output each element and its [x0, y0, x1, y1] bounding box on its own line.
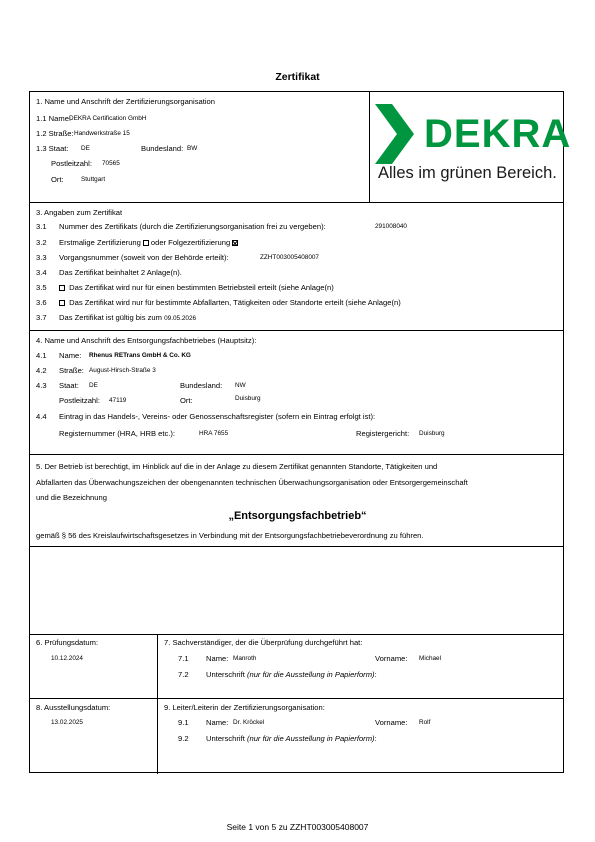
colon: :	[374, 670, 377, 679]
dekra-logo	[375, 104, 572, 166]
issue-date: 13.02.2025	[51, 719, 83, 726]
item-number: 3.2	[36, 238, 47, 247]
item-number: 7.1	[178, 654, 189, 663]
org-city: Stuttgart	[81, 176, 106, 183]
signature-note: (nur für die Ausstellung in Papierform)	[246, 734, 375, 743]
director-surname: Dr. Kröckel	[233, 719, 265, 726]
company-street: August-Hirsch-Straße 3	[89, 367, 156, 374]
section-4-heading: 4. Name und Anschrift des Entsorgungsfachbetriebes (Hauptsitz):	[36, 336, 257, 345]
signature-label	[206, 670, 377, 679]
section-3-heading: 3. Angaben zum Zertifikat	[36, 208, 123, 217]
section-5-text: 5. Der Betrieb ist berechtigt, im Hinblick auf die in der Anlage zu diesem Zertifikat genannten Standorte, Tätigkeiten und	[36, 462, 438, 471]
inspection-date: 10.12.2024	[51, 655, 83, 662]
label: Name:	[59, 351, 82, 360]
item-number: 4.1	[36, 351, 47, 360]
divider	[30, 454, 563, 455]
item-number: 3.3	[36, 253, 47, 262]
item-number: 7.2	[178, 670, 189, 679]
label: Name:	[206, 654, 229, 663]
item-number: 9.1	[178, 718, 189, 727]
org-country: DE	[81, 145, 90, 152]
signature-note: (nur für die Ausstellung in Papierform)	[246, 670, 375, 679]
certificate-number: 291008040	[375, 223, 407, 230]
signature-label	[206, 734, 377, 743]
follow-up-certification-label: oder Folgezertifizierung	[150, 238, 231, 247]
label: Ort:	[51, 175, 64, 184]
process-number: ZZHT003005408007	[260, 254, 319, 261]
item-number: 9.2	[178, 734, 189, 743]
label: Name:	[206, 718, 229, 727]
org-postcode: 70565	[102, 160, 120, 167]
divider	[30, 202, 563, 203]
colon: :	[374, 734, 377, 743]
register-court: Duisburg	[419, 430, 445, 437]
first-certification-label: Erstmalige Zertifizierung	[59, 238, 141, 247]
divider	[157, 634, 158, 774]
item-number: 3.4	[36, 268, 47, 277]
divider	[30, 330, 563, 331]
divider	[30, 634, 563, 635]
company-city: Duisburg	[235, 395, 261, 402]
section-9-heading: 9. Leiter/Leiterin der Zertifizierungsorganisation:	[164, 703, 325, 712]
item-number: 3.5	[36, 283, 47, 292]
label: Vorname:	[375, 718, 408, 727]
business-part-checkbox	[59, 285, 65, 291]
label: 1.3 Staat:	[36, 144, 69, 153]
label: Bundesland:	[180, 381, 223, 390]
label: Postleitzahl:	[59, 396, 100, 405]
director-firstname: Rolf	[419, 719, 431, 726]
company-name: Rhenus RETrans GmbH & Co. KG	[89, 352, 191, 359]
follow-up-certification-checkbox	[232, 240, 238, 246]
section-7-heading: 7. Sachverständiger, der die Überprüfung durchgeführt hat:	[164, 638, 363, 647]
certificate-frame	[29, 91, 572, 773]
label: Ort:	[180, 396, 193, 405]
document-title: Zertifikat	[275, 71, 320, 83]
label: Straße:	[59, 366, 84, 375]
label: Registernummer (HRA, HRB etc.):	[59, 429, 176, 438]
label: Registergericht:	[356, 429, 410, 438]
section-6-heading: 6. Prüfungsdatum:	[36, 638, 99, 647]
section-8-heading: 8. Ausstellungsdatum:	[36, 703, 111, 712]
label: Bundesland:	[141, 144, 184, 153]
validity-label: Das Zertifikat ist gültig bis zum	[59, 313, 162, 322]
org-street: Handwerkstraße 15	[74, 130, 130, 137]
org-name: DEKRA Certification GmbH	[69, 115, 147, 122]
org-state: BW	[187, 145, 198, 152]
signature-word: Unterschrift	[206, 734, 245, 743]
dekra-wordmark: DEKRA	[424, 112, 572, 156]
company-postcode: 47119	[109, 397, 127, 404]
company-state: NW	[235, 382, 246, 389]
section-5-text: gemäß § 56 des Kreislaufwirtschaftsgesetzes in Verbindung mit der Entsorgungsfachbetriebeverordnung zu führen.	[36, 531, 424, 540]
item-text	[59, 283, 334, 292]
item-number: 4.2	[36, 366, 47, 375]
section-5-text: Abfallarten das Überwachungszeichen der obengenannten technischen Überwachungsorganisation oder Entsorgergemeinschaft	[36, 478, 468, 487]
label: Vorname:	[375, 654, 408, 663]
divider	[30, 698, 563, 699]
label: 1.1 Name:	[36, 114, 72, 123]
signature-word: Unterschrift	[206, 670, 245, 679]
expert-firstname: Michael	[419, 655, 442, 662]
item-text: Nummer des Zertifikats (durch die Zertifizierungsorganisation frei zu vergeben):	[59, 222, 326, 231]
item-number: 4.3	[36, 381, 47, 390]
page-footer: Seite 1 von 5 zu ZZHT003005408007	[226, 822, 369, 832]
item-text	[59, 313, 196, 322]
item-text: Vorgangsnummer (soweit von der Behörde erteilt):	[59, 253, 229, 262]
label: Staat:	[59, 381, 79, 390]
item-number: 3.7	[36, 313, 47, 322]
item-number: 3.6	[36, 298, 47, 307]
item-text: Eintrag in das Handels-, Vereins- oder Genossenschaftsregister (sofern ein Eintrag erfolgt ist):	[59, 412, 376, 421]
label: Postleitzahl:	[51, 159, 92, 168]
divider	[30, 546, 563, 547]
business-part-label: Das Zertifikat wird nur für einen bestimmten Betriebsteil erteilt (siehe Anlage(n)	[69, 283, 334, 292]
label: 1.2 Straße:	[36, 129, 74, 138]
first-certification-checkbox	[143, 240, 149, 246]
item-number: 4.4	[36, 412, 47, 421]
waste-types-checkbox	[59, 300, 65, 306]
company-country: DE	[89, 382, 98, 389]
register-number: HRA 7655	[199, 430, 229, 437]
item-text	[59, 238, 240, 247]
section-5-text: und die Bezeichnung	[36, 493, 107, 502]
waste-types-label: Das Zertifikat wird nur für bestimmte Abfallarten, Tätigkeiten oder Standorte erteilt (siehe Anlage(n)	[69, 298, 401, 307]
item-text: Das Zertifikat beinhaltet 2 Anlage(n).	[59, 268, 182, 277]
validity-date: 09.05.2026	[164, 315, 197, 322]
designation: „Entsorgungsfachbetrieb“	[228, 510, 367, 522]
dekra-slogan: Alles im grünen Bereich.	[378, 164, 557, 182]
divider	[369, 92, 370, 202]
section-1-heading: 1. Name und Anschrift der Zertifizierungsorganisation	[36, 97, 215, 106]
item-number: 3.1	[36, 222, 47, 231]
item-text	[59, 298, 401, 307]
expert-surname: Manroth	[233, 655, 257, 662]
